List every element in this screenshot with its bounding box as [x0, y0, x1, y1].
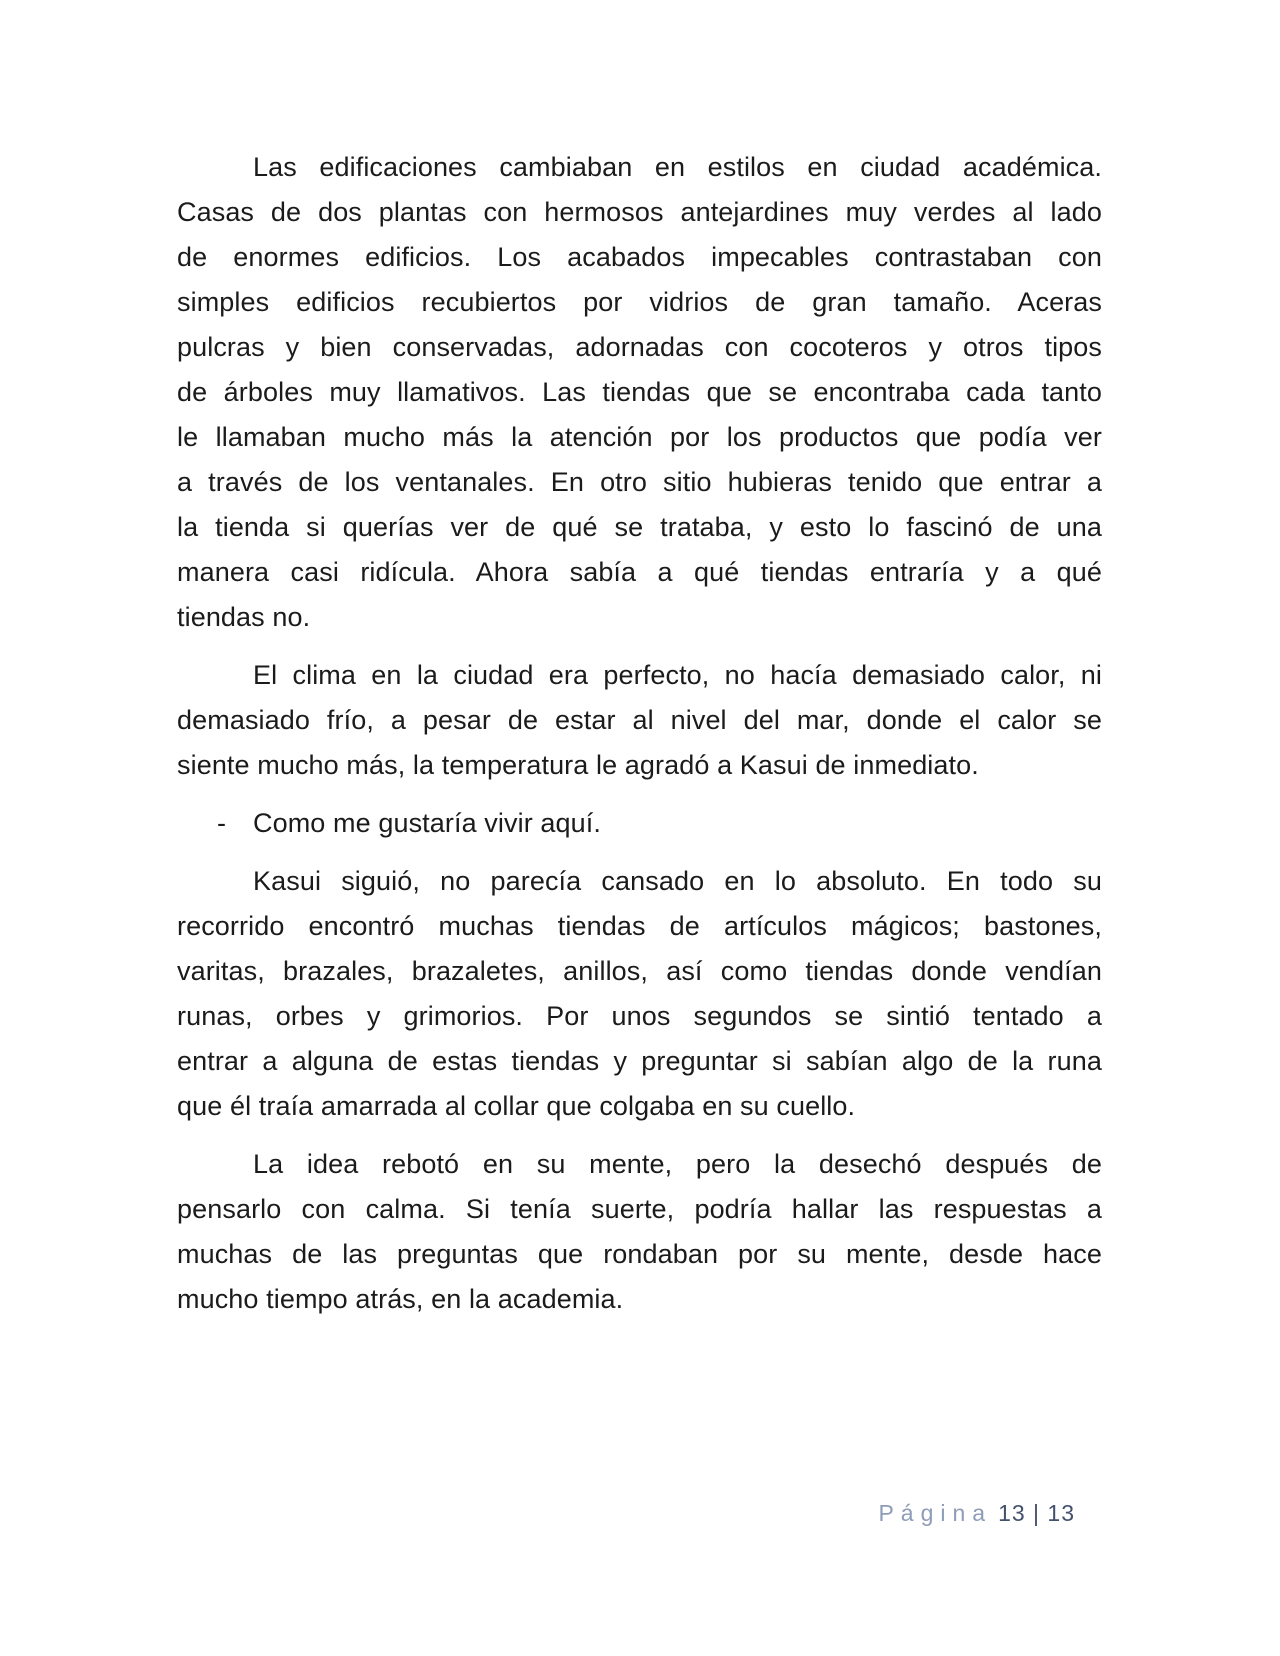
page-footer — [878, 1498, 1075, 1528]
text-line: runas, orbes y grimorios. Por unos segundos se sintió tentado a — [177, 1001, 1102, 1031]
text-line: La idea rebotó en su mente, pero la desechó después de — [253, 1149, 1102, 1179]
footer-page-number: 13 | 13 — [998, 1500, 1075, 1526]
text-line: Kasui siguió, no parecía cansado en lo absoluto. En todo su — [253, 866, 1102, 896]
text-line: a través de los ventanales. En otro sitio hubieras tenido que entrar a — [177, 467, 1102, 497]
text-line: le llamaban mucho más la atención por los productos que podía ver — [177, 422, 1102, 452]
dialogue-paragraph — [177, 801, 1102, 846]
text-line: El clima en la ciudad era perfecto, no hacía demasiado calor, ni — [253, 660, 1102, 690]
text-line: siente mucho más, la temperatura le agradó a Kasui de inmediato. — [177, 750, 979, 780]
dialogue-dash: - — [217, 808, 227, 838]
document-body — [177, 145, 1102, 1322]
text-line — [177, 801, 1102, 846]
body-paragraph — [177, 1142, 1102, 1322]
text-line: de árboles muy llamativos. Las tiendas que se encontraba cada tanto — [177, 377, 1102, 407]
text-line: Las edificaciones cambiaban en estilos en ciudad académica. — [253, 152, 1102, 182]
text-line: entrar a alguna de estas tiendas y preguntar si sabían algo de la runa — [177, 1046, 1102, 1076]
body-paragraph — [177, 145, 1102, 640]
footer-page-label: Página — [878, 1500, 993, 1526]
text-line: varitas, brazales, brazaletes, anillos, así como tiendas donde vendían — [177, 956, 1102, 986]
text-line: pulcras y bien conservadas, adornadas con cocoteros y otros tipos — [177, 332, 1102, 362]
text-line: muchas de las preguntas que rondaban por su mente, desde hace — [177, 1239, 1102, 1269]
text-line: que él traía amarrada al collar que colgaba en su cuello. — [177, 1091, 856, 1121]
body-paragraph — [177, 653, 1102, 788]
body-paragraph — [177, 859, 1102, 1129]
text-line: Casas de dos plantas con hermosos antejardines muy verdes al lado — [177, 197, 1102, 227]
text-line: mucho tiempo atrás, en la academia. — [177, 1284, 624, 1314]
text-line: la tienda si querías ver de qué se trataba, y esto lo fascinó de una — [177, 512, 1102, 542]
dialogue-text: Como me gustaría vivir aquí. — [253, 808, 601, 838]
text-line: manera casi ridícula. Ahora sabía a qué tiendas entraría y a qué — [177, 557, 1102, 587]
text-line: demasiado frío, a pesar de estar al nivel del mar, donde el calor se — [177, 705, 1102, 735]
text-line: pensarlo con calma. Si tenía suerte, podría hallar las respuestas a — [177, 1194, 1102, 1224]
text-line: tiendas no. — [177, 602, 311, 632]
text-line: recorrido encontró muchas tiendas de artículos mágicos; bastones, — [177, 911, 1102, 941]
text-line: de enormes edificios. Los acabados impecables contrastaban con — [177, 242, 1102, 272]
text-line: simples edificios recubiertos por vidrios de gran tamaño. Aceras — [177, 287, 1102, 317]
